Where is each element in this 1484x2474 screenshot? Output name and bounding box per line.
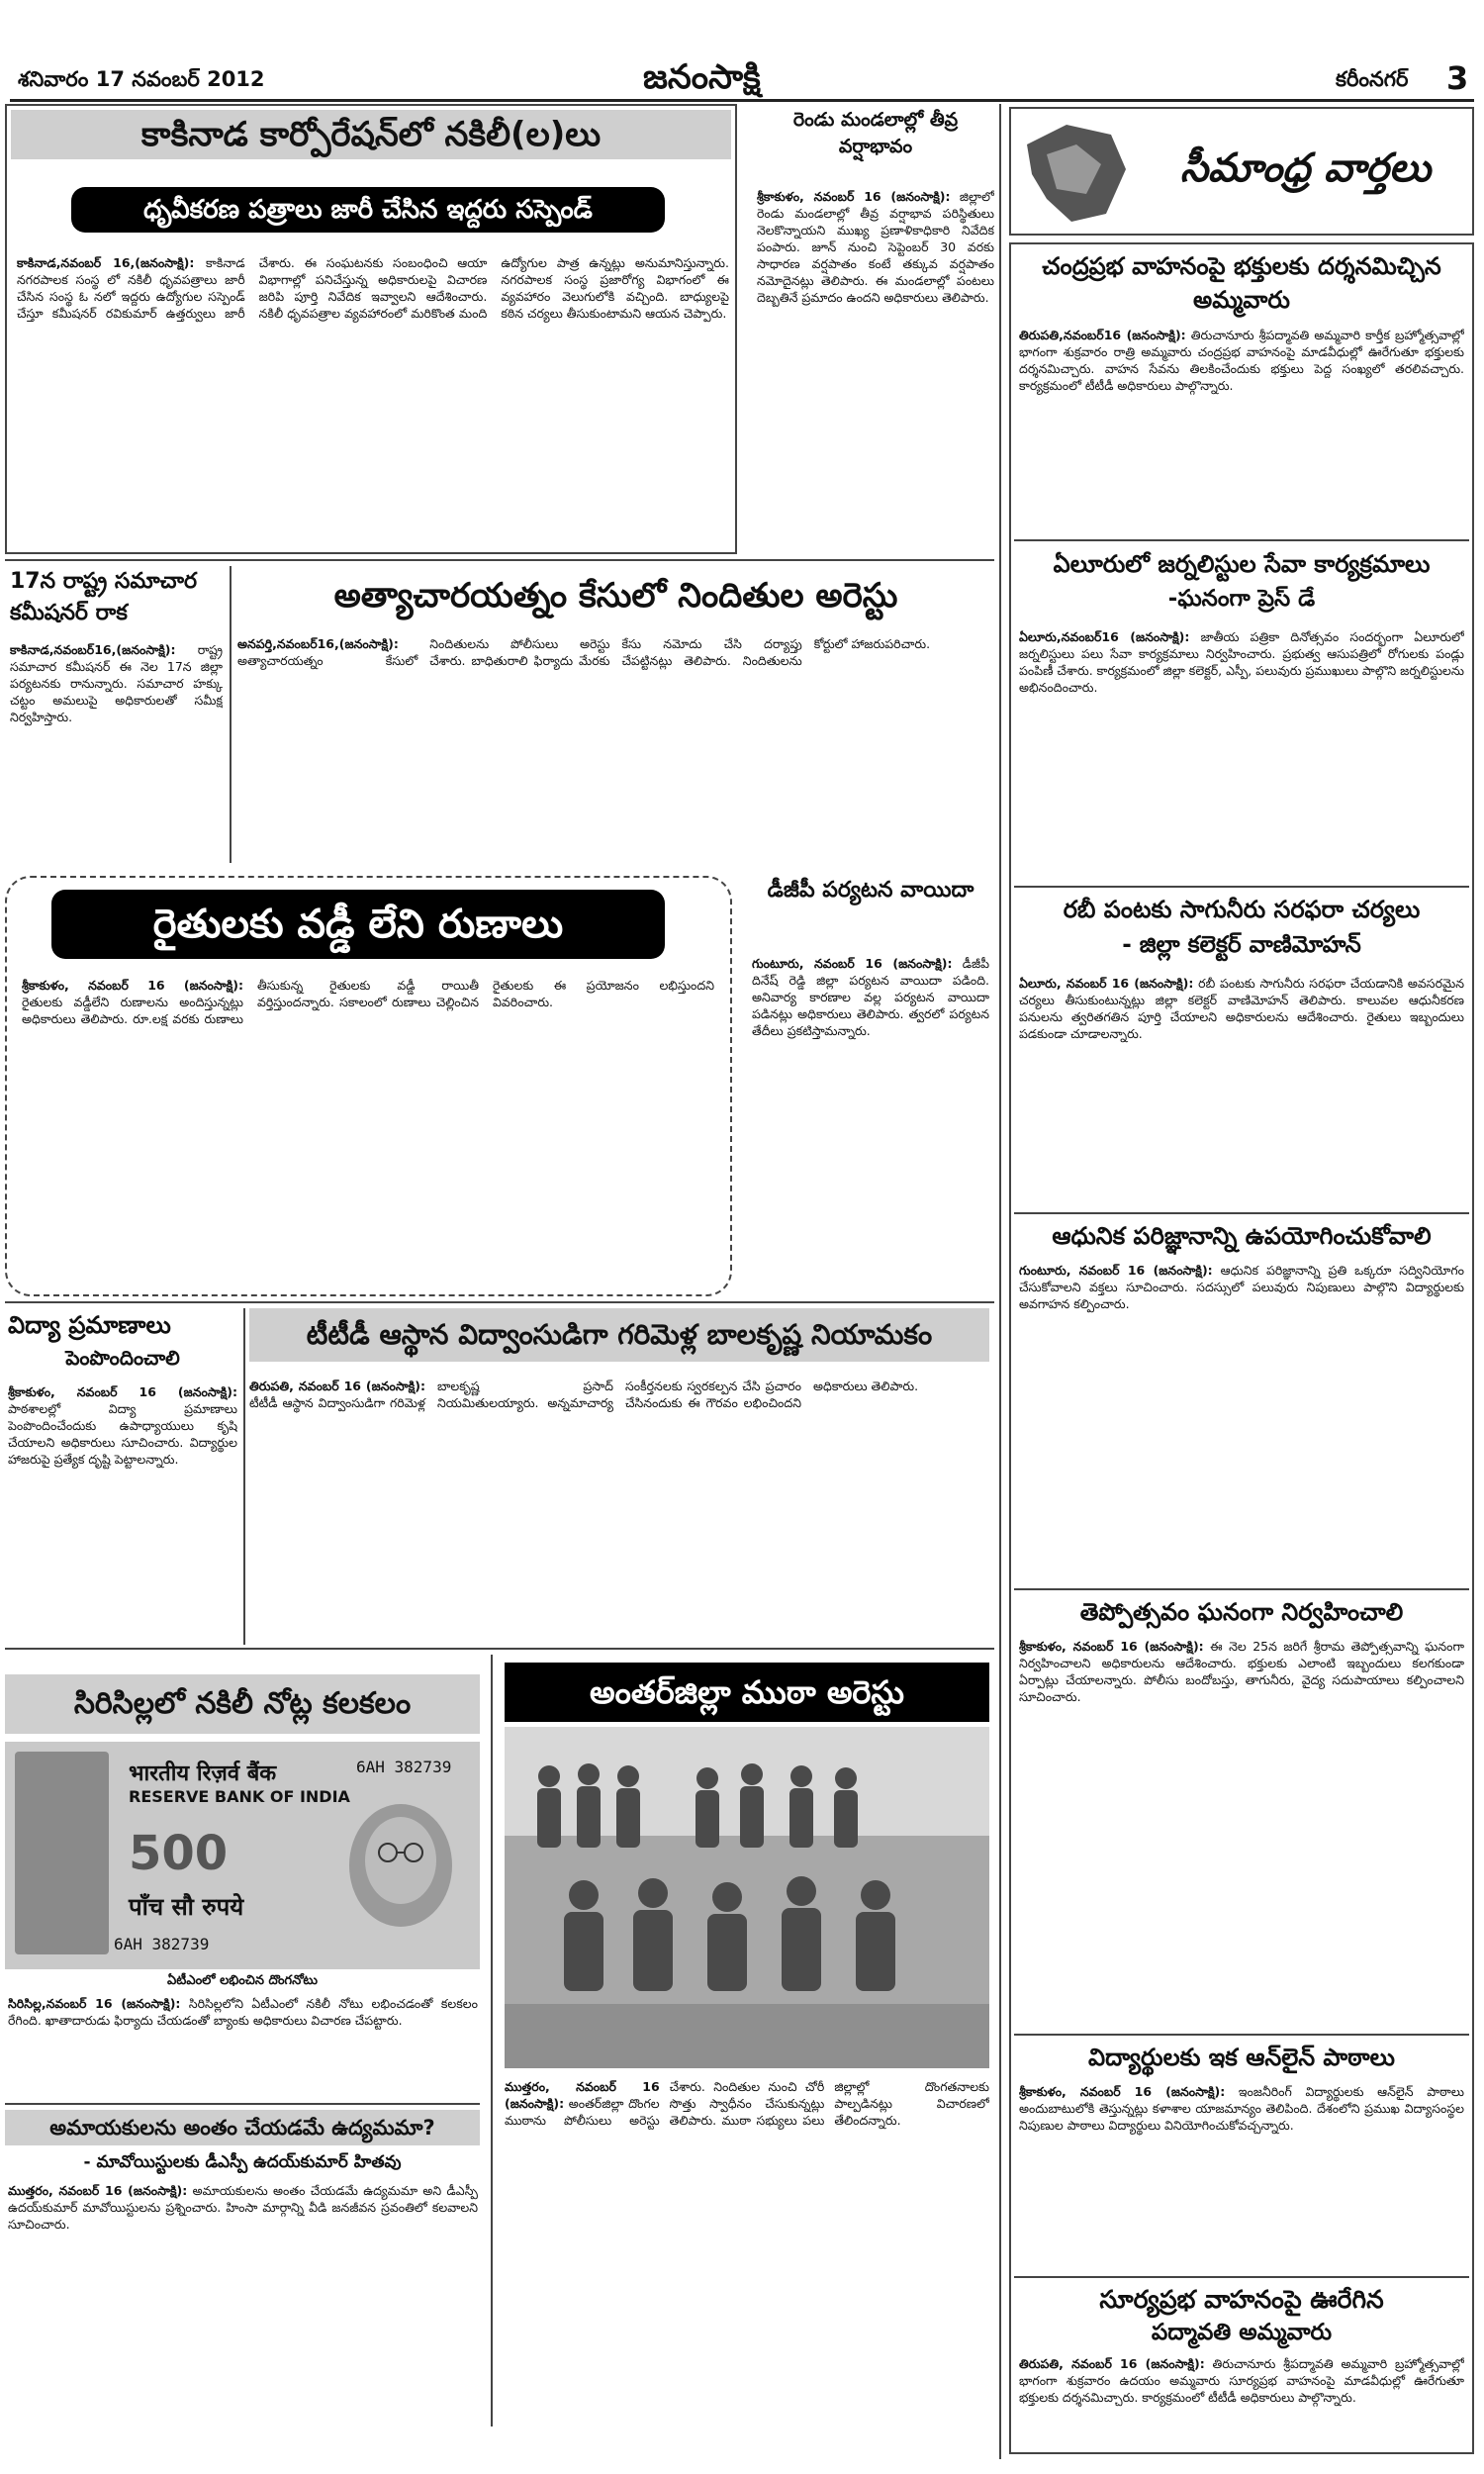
ttd-text: టీటీడీ ఆస్థాన విద్వాంసుడిగా గరిమెళ్ల బాలకృష్ణ ప్రసాద్ నియమితులయ్యారు. అన్నమాచార్య సంకీర్తనలకు స్వరకల్పన చేసి ప్రచారం చేసినందుకు ఈ గౌరవం లభించిందని అధికారులు తెలిపారు.	[249, 1379, 919, 1410]
ttd-dateline: తిరుపతి, నవంబర్ 16 (జనంసాక్షి):	[249, 1379, 425, 1393]
loans-article	[5, 876, 732, 1296]
header-rule	[10, 99, 1474, 102]
state-map-icon	[1017, 115, 1136, 229]
rain-text: జిల్లాలో రెండు మండలాల్లో తీవ్ర వర్షాభావ పరిస్థితులు నెలకొన్నాయని ముఖ్య ప్రణాళికాధికారి నివేదిక పంపారు. జూన్ నుంచి సెప్టెంబర్ 30 వరకు సాధారణ వర్షపాతం కంటే తక్కువ వర్షపాతం నమోదైనట్లు తెలిపారు. ఈ మండలాల్లో పంటలు దెబ్బతినే ప్రమాదం ఉందని అధికారులు తెలిపారు.	[757, 189, 994, 305]
nhrc-dateline: కాకినాడ,నవంబర్16,(జనంసాక్షి):	[10, 642, 176, 657]
column-rule	[999, 104, 1001, 2459]
notes-text: సిరిసిల్లలోని ఏటీఎంలో నకిలీ నోటు లభించడంతో కలకలం రేగింది. ఖాతాదారుడు ఫిర్యాదు చేయడంతో బ్యాంకు అధికారులు విచారణ చేపట్టారు.	[8, 1996, 478, 2028]
journalists-headline: ఏలూరులో జర్నలిస్టుల సేవా కార్యక్రమాలు	[1053, 550, 1431, 578]
note-serial-top: 6AH 382739	[356, 1758, 452, 1776]
newspaper-name: జనంసాక్షి	[643, 57, 761, 97]
page-number: 3	[1446, 59, 1469, 97]
journalists-text: జాతీయ పత్రికా దినోత్సవం సందర్భంగా ఏలూరులో జర్నలిస్టులు పలు సేవా కార్యక్రమాలు నిర్వహించారు. ప్రభుత్వ ఆసుపత్రిలో రోగులకు పండ్లు పంపిణీ చేశారు. కార్యక్రమంలో జిల్లా కలెక్టర్, ఎస్పీ, పలువురు ప్రముఖులు పాల్గొని జర్నలిస్టులను అభినందించారు.	[1019, 629, 1464, 695]
journalists-body	[1019, 628, 1464, 881]
online-text: ఇంజనీరింగ్ విద్యార్థులకు ఆన్‌లైన్ పాఠాలు అందుబాటులోకి తెస్తున్నట్లు కళాశాల యాజమాన్యం తెలిపింది. దేశంలోని ప్రముఖ విద్యాసంస్థల నిపుణుల పాఠాలు విద్యార్థులు వినియోగించుకోవచ్చన్నారు.	[1019, 2084, 1464, 2133]
divider	[5, 559, 994, 561]
dgp-body	[752, 955, 989, 1291]
teppotsavam-headline: తెప్పోత్సవం ఘనంగా నిర్వహించాలి	[1079, 1598, 1404, 1626]
dgp-headline: డీజీపీ పర్యటన వాయిదా	[767, 878, 974, 903]
kakinada-article	[5, 104, 737, 554]
gandhi-portrait-icon	[331, 1791, 470, 1954]
teppotsavam-text: ఈ నెల 25న జరిగే శ్రీరామ తెప్పోత్సవాన్ని ఘనంగా నిర్వహించాలని అధికారులను ఆదేశించారు. భక్తులకు ఎలాంటి ఇబ్బందులు కలగకుండా ఏర్పాట్లు చేయాలన్నారు. పోలీసు బందోబస్తు, తాగునీరు, వైద్య సదుపాయాలు కల్పించాలని సూచించారు.	[1019, 1639, 1464, 1704]
teppotsavam-body	[1019, 1638, 1464, 2029]
certificates-text: పాఠశాలల్లో విద్యా ప్రమాణాలు పెంపొందించేందుకు ఉపాధ్యాయులు కృషి చేయాలని అధికారులు సూచించారు. విద్యార్థుల హాజరుపై ప్రత్యేక దృష్టి పెట్టాలన్నారు.	[8, 1401, 237, 1467]
online-headline: విద్యార్థులకు ఇక ఆన్‌లైన్ పాఠాలు	[1088, 2044, 1395, 2071]
divider	[1014, 886, 1469, 888]
online-body	[1019, 2083, 1464, 2271]
loans-body	[22, 977, 714, 1284]
kakinada-dateline: కాకినాడ,నవంబర్ 16,(జనంసాక్షి):	[17, 255, 195, 270]
journalists-dateline: ఏలూరు,నవంబర్16 (జనంసాక్షి):	[1019, 629, 1190, 644]
people-group-icon	[505, 1757, 989, 2068]
rain-article	[757, 107, 994, 557]
divider	[1014, 1588, 1469, 1590]
gang-headline: అంతర్‌జిల్లా ముఠా అరెస్టు	[505, 1663, 989, 1722]
notes-body	[8, 1995, 478, 2099]
rabi-dateline: ఏలూరు, నవంబర్ 16 (జనంసాక్షి):	[1019, 976, 1194, 991]
divider	[5, 1648, 994, 1650]
suryaprabha-dateline: తిరుపతి, నవంబర్ 16 (జనంసాక్షి):	[1019, 2356, 1205, 2371]
certificates-dateline: శ్రీకాకుళం, నవంబర్ 16 (జనంసాక్షి):	[8, 1384, 237, 1399]
technology-headline: ఆధునిక పరిజ్ఞానాన్ని ఉపయోగించుకోవాలి	[1052, 1222, 1432, 1250]
rabi-subhead: - జిల్లా కలెక్టర్ వాణిమోహన్	[1122, 932, 1361, 958]
column-rule	[230, 566, 232, 863]
issue-date: శనివారం 17 నవంబర్ 2012	[18, 67, 265, 91]
note-value: 500	[129, 1826, 229, 1881]
seemandhra-banner	[1009, 107, 1474, 236]
gang-dateline: ముత్తరం, నవంబర్ 16 (జనంసాక్షి):	[505, 2079, 660, 2111]
teppotsavam-dateline: శ్రీకాకుళం, నవంబర్ 16 (జనంసాక్షి):	[1019, 1639, 1204, 1654]
rain-body	[757, 188, 994, 549]
notes-caption: ఏటీఎంలో లభించిన దొంగనోటు	[167, 1973, 318, 1988]
kakinada-body	[17, 254, 729, 546]
nhrc-text: రాష్ట్ర సమాచార కమీషనర్ ఈ నెల 17న జిల్లా పర్యటనకు రానున్నారు. సమాచార హక్కు చట్టం అమలుపై అధికారులతో సమీక్ష నిర్వహిస్తారు.	[10, 642, 223, 724]
seemandhra-title: సీమాంధ్ర వార్తలు	[1179, 145, 1432, 191]
tribals-dateline: ముత్తరం, నవంబర్ 16 (జనంసాక్షి):	[8, 2183, 188, 2198]
note-value-hindi: पाँच सौ रुपये	[129, 1893, 244, 1921]
rape-body	[237, 635, 994, 858]
ammavaru-headline: చంద్రప్రభ వాహనంపై భక్తులకు దర్శనమిచ్చిన అమ్మవారు	[1042, 252, 1441, 314]
tribals-body	[8, 2182, 478, 2410]
suryaprabha-body	[1019, 2355, 1464, 2446]
rabi-body	[1019, 975, 1464, 1207]
dgp-dateline: గుంటూరు, నవంబర్ 16 (జనంసాక్షి):	[752, 956, 953, 971]
rain-dateline: శ్రీకాకుళం, నవంబర్ 16 (జనంసాక్షి):	[757, 189, 951, 204]
nhrc-headline: 17న రాష్ట్ర సమాచార కమీషనర్ రాక	[10, 569, 198, 625]
notes-dateline: సిరిసిల్ల,నవంబర్ 16 (జనంసాక్షి):	[8, 1996, 181, 2011]
column-rule	[491, 1655, 493, 2426]
suryaprabha-text: తిరుచానూరు శ్రీపద్మావతి అమ్మవారి బ్రహ్మోత్సవాల్లో భాగంగా శుక్రవారం ఉదయం అమ్మవారు సూర్యప్రభ వాహనంపై మాడవీధుల్లో ఊరేగుతూ భక్తులకు దర్శనమిచ్చారు. కార్యక్రమంలో టీటీడీ అధికారులు పాల్గొన్నారు.	[1019, 2356, 1464, 2405]
certificates-subhead: పెంపొందించాలి	[65, 1346, 180, 1370]
divider	[5, 2103, 480, 2105]
ammavaru-dateline: తిరుపతి,నవంబర్16 (జనంసాక్షి):	[1019, 328, 1186, 342]
technology-dateline: గుంటూరు, నవంబర్ 16 (జనంసాక్షి):	[1019, 1263, 1213, 1278]
loans-headline: రైతులకు వడ్డీ లేని రుణాలు	[51, 890, 665, 959]
section-name: కరీంనగర్	[1336, 67, 1409, 91]
ttd-headline: టీటీడీ ఆస్థాన విద్వాంసుడిగా గరిమెళ్ల బాలకృష్ణ నియామకం	[249, 1308, 989, 1362]
suryaprabha-headline: సూర్యప్రభ వాహనంపై ఊరేగిన	[1099, 2285, 1384, 2314]
certificates-headline: విద్యా ప్రమాణాలు	[8, 1311, 171, 1339]
notes-headline: సిరిసిల్లలో నకిలీ నోట్ల కలకలం	[5, 1674, 480, 1734]
divider	[5, 1301, 994, 1303]
rabi-headline: రబీ పంటకు సాగునీరు సరఫరా చర్యలు	[1063, 896, 1421, 923]
divider	[1014, 539, 1469, 541]
loans-dateline: శ్రీకాకుళం, నవంబర్ 16 (జనంసాక్షి):	[22, 978, 243, 993]
ttd-body	[249, 1378, 989, 1643]
tribals-headline: అమాయకులను అంతం చేయడమే ఉద్యమమా?	[5, 2110, 480, 2145]
note-edge	[15, 1752, 109, 1954]
rape-dateline: అనపర్తి,నవంబర్16,(జనంసాక్షి):	[237, 636, 399, 651]
certificates-body	[8, 1383, 237, 1643]
divider	[1014, 2276, 1469, 2278]
tribals-text: అమాయకులను అంతం చేయడమే ఉద్యమమా అని డీఎస్పీ ఉదయ్‌కుమార్ మావోయిస్టులను ప్రశ్నించారు. హింసా మార్గాన్ని వీడి జనజీవన స్రవంతిలో కలవాలని సూచించారు.	[8, 2183, 478, 2232]
rain-headline: రెండు మండలాల్లో తీవ్ర వర్షాభావం	[792, 109, 959, 157]
kakinada-text: కాకినాడ నగరపాలక సంస్థ లో నకిలీ ధృవపత్రాలు జారీ చేసిన సంస్థ ఓ నలో ఇద్దరు ఉద్యోగుల సస్పెండ్ చేస్తూ కమీషనర్ రవికుమార్ ఉత్తర్వులు జారీ చేశారు. ఈ సంఘటనకు సంబంధించి ఆయా విభాగాల్లో పనిచేస్తున్న అధికారులపై విచారణ జరిపి పూర్తి నివేదిక ఇవ్వాలని ఆదేశించారు. నకిలీ ధృవపత్రాల వ్యవహారంలో మరికొంత మంది ఉద్యోగుల పాత్ర ఉన్నట్లు అనుమానిస్తున్నారు. నగరపాలక సంస్థ ప్రజారోగ్య విభాగంలో ఈ వ్యవహారం వెలుగులోకి వచ్చింది. బాధ్యులపై కఠిన చర్యలు తీసుకుంటామని ఆయన చెప్పారు.	[17, 255, 729, 321]
technology-text: ఆధునిక పరిజ్ఞానాన్ని ప్రతి ఒక్కరూ సద్వినియోగం చేసుకోవాలని వక్తలు సూచించారు. సదస్సులో పలువురు నిపుణులు పాల్గొని విద్యార్థులకు అవగాహన కల్పించారు.	[1019, 1263, 1464, 1311]
ammavaru-text: తిరుచానూరు శ్రీపద్మావతి అమ్మవారి కార్తీక బ్రహ్మోత్సవాల్లో భాగంగా శుక్రవారం రాత్రి అమ్మవారు చంద్రప్రభ వాహనంపై మాడవీధుల్లో ఊరేగుతూ భక్తులకు దర్శనమిచ్చారు. వాహన సేవను తిలకించేందుకు భక్తులు పెద్ద సంఖ్యలో తరలివచ్చారు. కార్యక్రమంలో టీటీడీ అధికారులు పాల్గొన్నారు.	[1019, 328, 1464, 393]
gang-body	[505, 2078, 989, 2425]
note-bank-english: RESERVE BANK OF INDIA	[129, 1787, 350, 1806]
divider	[1014, 2034, 1469, 2036]
online-dateline: శ్రీకాకుళం, నవంబర్ 16 (జనంసాక్షి):	[1019, 2084, 1226, 2099]
kakinada-headline: కాకినాడ కార్పోరేషన్‌లో నకిలీ(ల)లు	[11, 110, 731, 159]
journalists-subhead: -ఘనంగా ప్రెస్ డే	[1167, 586, 1316, 612]
ammavaru-body	[1019, 327, 1464, 534]
loans-text: రైతులకు వడ్డీలేని రుణాలను అందిస్తున్నట్లు అధికారులు తెలిపారు. రూ.లక్ష వరకు రుణాలు తీసుకున్న రైతులకు వడ్డీ రాయితీ వర్తిస్తుందన్నారు. సకాలంలో రుణాలు చెల్లించిన రైతులకు ఈ ప్రయోజనం లభిస్తుందని వివరించారు.	[22, 978, 714, 1026]
suryaprabha-subhead: పద్మావతి అమ్మవారు	[1151, 2320, 1333, 2345]
nhrc-body	[10, 641, 223, 859]
rabi-text: రబీ పంటకు సాగునీరు సరఫరా చేయడానికి అవసరమైన చర్యలు తీసుకుంటున్నట్లు జిల్లా కలెక్టర్ వాణిమోహన్ తెలిపారు. కాలువల ఆధునీకరణ పనులను త్వరితగతిన పూర్తి చేయాలని అధికారులను ఆదేశించారు. రైతులు ఇబ్బందులు పడకుండా చూడాలన్నారు.	[1019, 976, 1464, 1041]
gang-photo	[505, 1727, 989, 2068]
gang-text: అంతర్‌జిల్లా దొంగల ముఠాను పోలీసులు అరెస్టు చేశారు. నిందితుల నుంచి చోరీ సొత్తు స్వాధీనం చేసుకున్నట్లు తెలిపారు. ముఠా సభ్యులు పలు జిల్లాల్లో దొంగతనాలకు పాల్పడినట్లు విచారణలో తేలిందన్నారు.	[505, 2079, 989, 2128]
note-bank-hindi: भारतीय रिज़र्व बैंक	[129, 1761, 277, 1786]
column-rule	[243, 1308, 245, 1645]
rape-headline: అత్యాచారయత్నం కేసులో నిందితుల అరెస్టు	[333, 576, 898, 616]
rape-text: అత్యాచారయత్నం కేసులో నిందితులను పోలీసులు అరెస్టు చేశారు. బాధితురాలి ఫిర్యాదు మేరకు కేసు నమోదు చేసి దర్యాప్తు చేపట్టినట్లు తెలిపారు. నిందితులను కోర్టులో హాజరుపరిచారు.	[237, 636, 931, 668]
technology-body	[1019, 1262, 1464, 1583]
note-serial-bottom: 6AH 382739	[114, 1935, 210, 1953]
kakinada-subhead: ధృవీకరణ పత్రాలు జారీ చేసిన ఇద్దరు సస్పెండ్	[71, 187, 665, 233]
banknote-photo	[5, 1742, 480, 1969]
tribals-subhead: - మావోయిస్టులకు డీఎస్పీ ఉదయ్‌కుమార్ హితవు	[83, 2152, 402, 2172]
divider	[1014, 1212, 1469, 1214]
dgp-text: డీజీపీ దినేష్ రెడ్డి జిల్లా పర్యటన వాయిదా పడింది. అనివార్య కారణాల వల్ల పర్యటన వాయిదా పడినట్లు అధికారులు తెలిపారు. త్వరలో పర్యటన తేదీలు ప్రకటిస్తామన్నారు.	[752, 956, 989, 1038]
